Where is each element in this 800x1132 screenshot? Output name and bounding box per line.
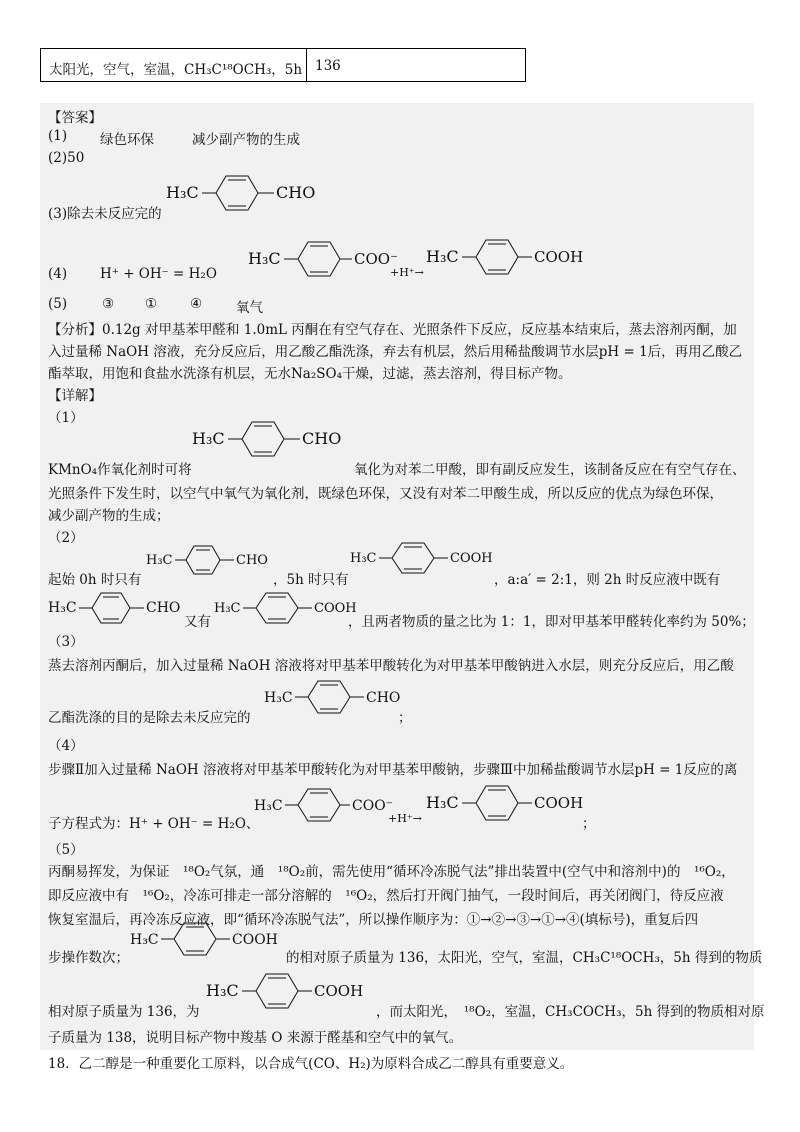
svg-text:COOH: COOH [314,601,357,616]
detail-5-text: 恢复室温后，再冷冻反应液，即“循环冷冻脱气法”，所以操作顺序为：①→②→③→①→④(填标号)，重复后四 [48,912,699,928]
answer-1-text-b: 减少副产物的生成 [192,132,300,148]
p-toluic-acid-structure [206,970,371,1014]
p-tolualdehyde-structure [146,542,276,580]
p-toluate-structure [254,786,404,826]
answer-1-text-a: 绿色环保 [100,132,154,148]
answer-5-item: 氧气 [236,300,263,316]
detail-3-text: 乙酯洗涤的目的是除去未反应完的 [48,710,251,726]
p-tolualdehyde-structure [48,590,183,628]
answer-4-plus-h: +H⁺→ [390,266,424,279]
svg-text:COOH: COOH [534,794,584,812]
data-table [40,48,526,82]
svg-text:COO⁻: COO⁻ [354,250,398,268]
detail-2-text: ，a:a′ = 2:1，则 2h 时反应液中既有 [494,572,721,588]
svg-text:COOH: COOH [450,551,493,566]
detail-2-text: 又有 [184,614,211,630]
detail-5-text: 子质量为 138，说明目标产物中羧基 O 来源于醛基和空气中的氧气。 [48,1030,463,1046]
p-toluic-acid-structure [214,590,364,628]
answer-1-number: (1) [48,128,68,144]
svg-text:COOH: COOH [314,982,364,1000]
svg-text:COOH: COOH [534,248,584,266]
answer-4-number: (4) [48,266,68,282]
detail-2-text: ，且两者物质的量之比为 1：1，即对甲基苯甲醛转化率约为 50%； [348,614,755,630]
answer-4-equation: H⁺ + OH⁻ = H₂O [100,266,217,282]
detail-header: 【详解】 [48,388,102,404]
detail-5-number: （5） [48,842,84,858]
detail-5-text: 丙酮易挥发，为保证 ¹⁸O₂气氛，通 ¹⁸O₂前，需先使用“循环冷冻脱气法”排出装置中(空气中和溶剂中)的 ¹⁶O₂， [48,864,735,880]
detail-5-text: ，而太阳光， ¹⁸O₂，室温，CH₃COCH₃，5h 得到的物质相对原 [376,1004,765,1020]
analysis-line: 入过量稀 NaOH 溶液，充分反应后，用乙酸乙酯洗涤，弃去有机层，然后用稀盐酸调节水层pH = 1后，再用乙酸乙 [48,344,743,360]
svg-text:H₃C: H₃C [426,793,459,812]
svg-text:H₃C: H₃C [248,249,281,268]
detail-5-text: 相对原子质量为 136，为 [48,1004,200,1020]
detail-4-text: 子方程式为：H⁺ + OH⁻ = H₂O、 [48,816,260,832]
ch3-label: H₃C [166,183,199,202]
detail-1-text: KMnO₄作氧化剂时可将 [48,462,192,478]
detail-3-text: 蒸去溶剂丙酮后，加入过量稀 NaOH 溶液将对甲基苯甲酸转化为对甲基苯甲酸钠进入水层，则充分反应后，用乙酸 [48,658,734,674]
svg-text:H₃C: H₃C [426,247,459,266]
analysis-line: 酯萃取，用饱和食盐水洗涤有机层，无水Na₂SO₄干燥，过滤，蒸去溶剂，得目标产物。 [48,366,572,382]
svg-text:COOH: COOH [232,932,278,948]
detail-1-text: 减少副产物的生成； [48,508,170,524]
detail-2-text: 起始 0h 时只有 [48,572,142,588]
detail-1-text: 光照条件下发生时，以空气中氧气为氧化剂，既绿色环保，又没有对苯二甲酸生成，所以反应的优点为绿色环保， [48,486,723,502]
p-toluic-acid-structure [130,920,280,960]
detail-1-number: （1） [48,410,84,426]
answer-5-number: (5) [48,296,68,312]
detail-1-text: 氧化为对苯二甲酸，即有副反应发生，该制备反应在有空气存在、 [354,462,746,478]
detail-3-number: （3） [48,634,84,650]
detail-4-text: ； [582,816,596,832]
p-tolualdehyde-structure [166,172,326,218]
svg-text:H₃C: H₃C [48,600,77,616]
detail-4-text: 步骤Ⅱ加入过量稀 NaOH 溶液将对甲基苯甲酸转化为对甲基苯甲酸钠，步骤Ⅲ中加稀盐酸调节水层pH = 1反应的离 [48,762,738,778]
detail-4-number: （4） [48,738,84,754]
svg-text:H₃C: H₃C [214,601,241,616]
detail-4-plus-h: +H⁺→ [388,812,422,825]
answer-2: (2)50 [48,150,85,166]
detail-5-text: 的相对原子质量为 136，太阳光，空气，室温，CH₃C¹⁸OCH₃，5h 得到的物质 [286,950,763,966]
answer-5-item: ③ [102,296,115,312]
table-cell-mass: 136 [315,58,341,74]
answer-3: (3)除去未反应完的 [48,206,162,222]
svg-text:H₃C: H₃C [254,798,283,814]
detail-2-number: （2） [48,530,84,546]
analysis-line: 【分析】0.12g 对甲基苯甲醛和 1.0mL 丙酮在有空气存在、光照条件下反应，反应基本结束后，蒸去溶剂丙酮，加 [48,322,737,338]
p-tolualdehyde-structure [264,678,404,718]
detail-5-text: 步操作数次； [48,950,129,966]
svg-text:H₃C: H₃C [206,981,239,1000]
answer-header: 【答案】 [48,110,102,126]
p-toluic-acid-structure [426,782,591,826]
svg-text:H₃C: H₃C [264,690,293,706]
detail-3-text: ； [398,710,412,726]
answer-5-item: ① [145,296,158,312]
detail-2-text: ，5h 时只有 [273,572,349,588]
svg-text:CHO: CHO [302,429,342,448]
svg-text:CHO: CHO [366,690,401,706]
p-toluic-acid-structure [426,236,596,282]
svg-text:H₃C: H₃C [130,932,159,948]
svg-text:H₃C: H₃C [350,551,377,566]
p-toluic-acid-structure [350,540,500,578]
svg-text:H₃C: H₃C [192,429,225,448]
p-tolualdehyde-structure [192,418,352,464]
detail-5-text: 即反应液中有 ¹⁶O₂，冷冻可排走一部分溶解的 ¹⁶O₂，然后打开阀门抽气，一段时间后，再关闭阀门，待反应液 [48,888,724,904]
svg-text:CHO: CHO [236,553,268,568]
svg-text:CHO: CHO [146,600,181,616]
answer-5-item: ④ [190,296,203,312]
svg-text:COO⁻: COO⁻ [352,798,394,814]
cho-label: CHO [276,183,316,202]
question-18: 18．乙二醇是一种重要化工原料，以合成气(CO、H₂)为原料合成乙二醇具有重要意义。 [48,1056,574,1072]
svg-text:H₃C: H₃C [146,553,173,568]
table-cell-condition: 太阳光，空气，室温，CH₃C¹⁸OCH₃，5h [41,49,307,81]
